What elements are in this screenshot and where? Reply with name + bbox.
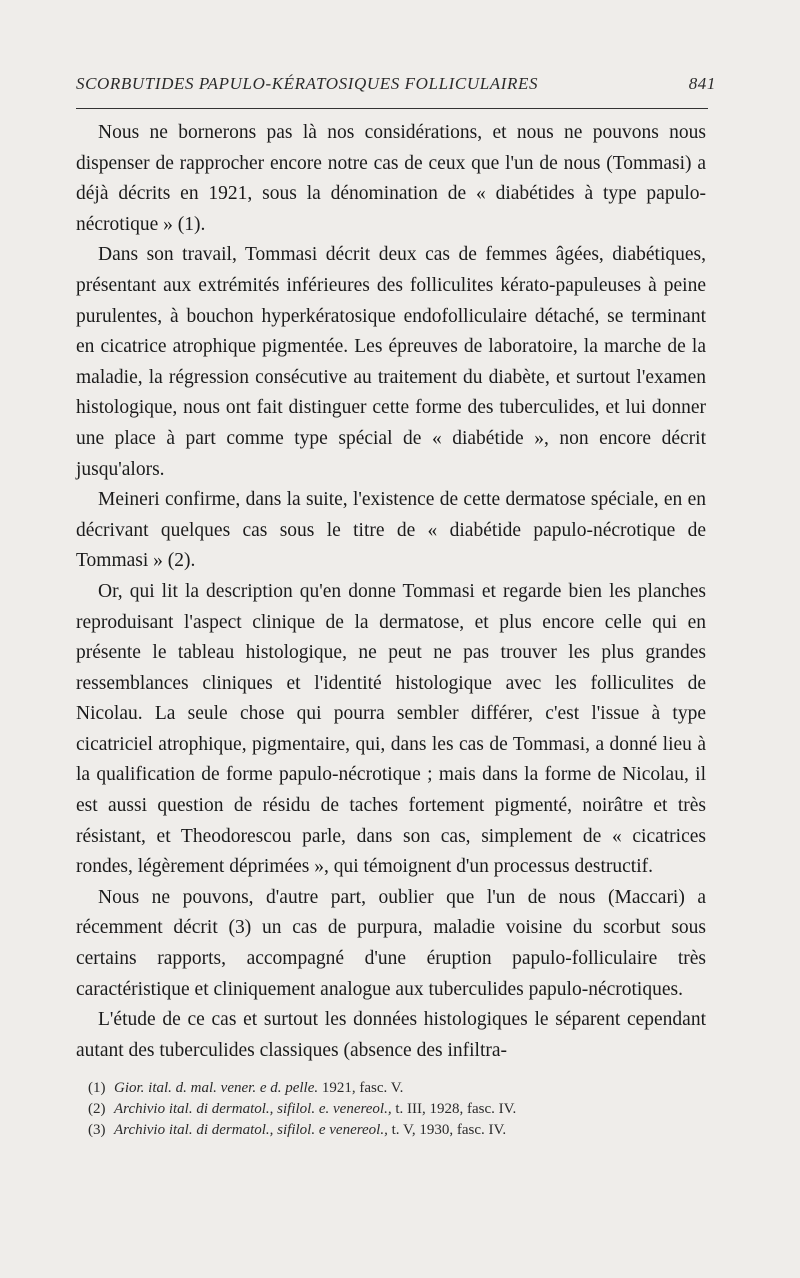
footnote-ref: t. III, 1928, fasc. IV. (391, 1101, 517, 1117)
footnote-journal: Archivio ital. di dermatol., sifilol. e. venereol., (114, 1101, 392, 1117)
paragraph: Nous ne pouvons, d'autre part, oublier que l'un de nous (Maccari) a récemment décrit (3) un cas de purpura, maladie voisine du scorbut sous certains rapports, accompagné d'une éruption papulo-folliculaire très caractéristique et cliniquement analogue aux tuberculides papulo-nécrotiques. (76, 886, 706, 1000)
running-head (76, 74, 716, 94)
footnote (88, 1120, 708, 1141)
footnote-ref: 1921, fasc. V. (318, 1080, 404, 1096)
paragraph: Or, qui lit la description qu'en donne Tommasi et regarde bien les planches reproduisant l'aspect clinique de la dermatose, et plus encore celle qui en présente le tableau histologique, ne peut ne pas trouver les plus grandes ressemblances cliniques et l'identité histologique avec les folliculites de Nicolau. La seule chose qui pourra sembler différer, c'est l'issue à type cicatriciel atrophique, pigmentaire, qui, dans les cas de Tommasi, a donné lieu à la qualification de forme papulo-nécrotique ; mais dans la forme de Nicolau, il est aussi question de résidu de taches fortement pigmenté, noirâtre et très résistant, et Theodorescou parle, dans son cas, simplement de « cicatrices rondes, légèrement déprimées », qui témoignent d'un processus destructif. (76, 580, 706, 878)
paragraph: Nous ne bornerons pas là nos considérations, et nous ne pouvons nous dispenser de rapprocher encore notre cas de ceux que l'un de nous (Tommasi) a déjà décrits en 1921, sous la dénomination de « diabétides à type papulo-nécrotique » (1). (76, 122, 706, 235)
paragraph: Dans son travail, Tommasi décrit deux cas de femmes âgées, diabétiques, présentant aux extrémités inférieures des folliculites kérato-papuleuses à peine purulentes, à bouchon hyperkératosique endofolliculaire détaché, se terminant en cicatrice atrophique pigmentée. Les épreuves de laboratoire, la marche de la maladie, la régression consécutive au traitement du diabète, et surtout l'examen histologique, nous ont fait distinguer cette forme des tuberculides, et lui donner une place à part comme type spécial de « diabétide », non encore décrit jusqu'alors. (76, 244, 706, 480)
footnote-number: (2) (88, 1101, 106, 1117)
header-rule (76, 108, 708, 109)
paragraph: L'étude de ce cas et surtout les données histologiques le séparent cependant autant des tuberculides classiques (absence des infiltra- (76, 1009, 706, 1061)
page-number: 841 (688, 74, 716, 93)
body-text (76, 118, 706, 1066)
footnote-number: (3) (88, 1122, 106, 1138)
footnote-number: (1) (88, 1080, 106, 1096)
footnote-journal: Archivio ital. di dermatol., sifilol. e venereol., (114, 1122, 388, 1138)
running-title: SCORBUTIDES PAPULO-KÉRATOSIQUES FOLLICULAIRES (76, 74, 539, 93)
footnotes (88, 1078, 708, 1141)
footnote-ref: t. V, 1930, fasc. IV. (387, 1122, 507, 1138)
footnote (88, 1078, 708, 1099)
footnote-journal: Gior. ital. d. mal. vener. e d. pelle. (114, 1080, 319, 1096)
paragraph: Meineri confirme, dans la suite, l'existence de cette dermatose spéciale, en en décrivant quelques cas sous le titre de « diabétide papulo-nécrotique de Tommasi » (2). (76, 489, 706, 572)
footnote (88, 1099, 708, 1120)
